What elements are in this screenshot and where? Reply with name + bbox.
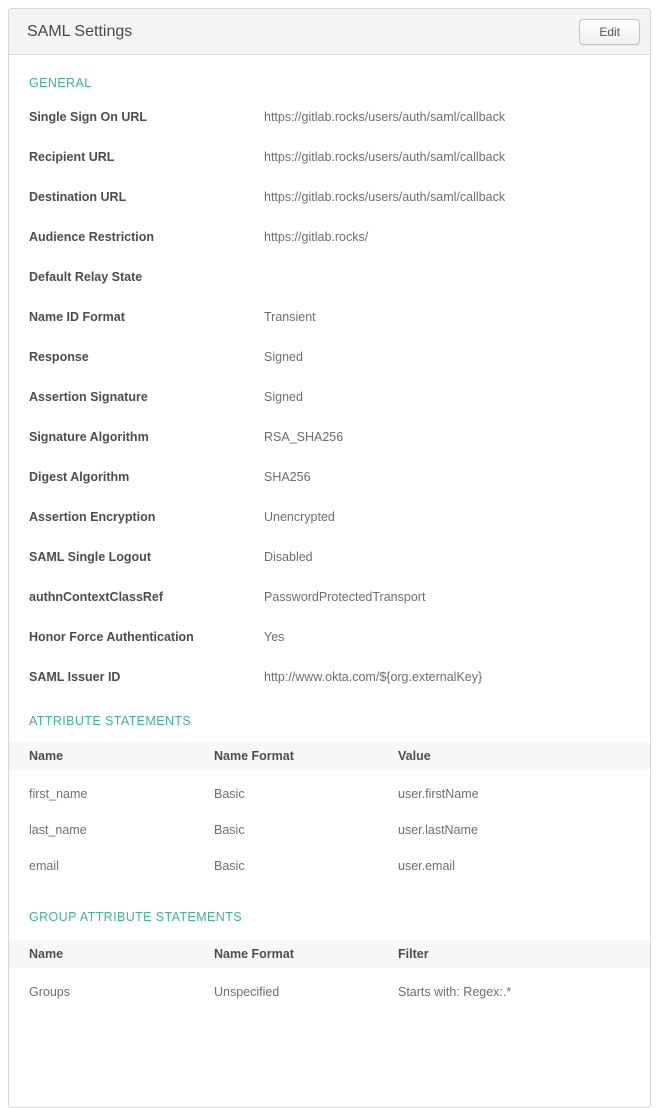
cell-name: email xyxy=(29,859,59,873)
cell-name-format: Basic xyxy=(214,823,245,837)
setting-value: https://gitlab.rocks/users/auth/saml/callback xyxy=(264,110,506,124)
setting-value: PasswordProtectedTransport xyxy=(264,590,426,604)
setting-value: SHA256 xyxy=(264,470,311,484)
setting-value: https://gitlab.rocks/ xyxy=(264,230,369,244)
setting-label: Digest Algorithm xyxy=(29,470,130,484)
column-header-name-format: Name Format xyxy=(214,947,294,961)
setting-label: Name ID Format xyxy=(29,310,125,324)
table-row-last-name xyxy=(29,806,630,842)
setting-label: SAML Issuer ID xyxy=(29,670,121,684)
setting-label: Response xyxy=(29,350,89,364)
settings-row-signature-algorithm xyxy=(29,430,630,470)
setting-label: Recipient URL xyxy=(29,150,115,164)
setting-value: Transient xyxy=(264,310,316,324)
settings-row-saml-issuer-id xyxy=(29,670,630,710)
settings-row-audience-restriction xyxy=(29,230,630,270)
setting-value: Disabled xyxy=(264,550,313,564)
setting-label: SAML Single Logout xyxy=(29,550,151,564)
table-row-first-name xyxy=(29,770,630,806)
column-header-filter: Filter xyxy=(398,947,429,961)
table-row-email xyxy=(29,842,630,878)
column-header-value: Value xyxy=(398,749,431,763)
setting-label: Default Relay State xyxy=(29,270,143,284)
cell-name: first_name xyxy=(29,787,88,801)
setting-value: Signed xyxy=(264,390,303,404)
cell-filter: Starts with: Regex:.* xyxy=(398,985,512,999)
card-header xyxy=(9,9,650,55)
setting-value: https://gitlab.rocks/users/auth/saml/callback xyxy=(264,190,506,204)
setting-label: Audience Restriction xyxy=(29,230,155,244)
setting-label: authnContextClassRef xyxy=(29,590,164,604)
settings-row-authncontextclassref xyxy=(29,590,630,630)
setting-value: Unencrypted xyxy=(264,510,335,524)
edit-button[interactable]: Edit xyxy=(579,19,640,45)
group-attribute-statements-table-header xyxy=(9,940,650,968)
setting-label: Signature Algorithm xyxy=(29,430,149,444)
setting-value: Signed xyxy=(264,350,303,364)
setting-value: http://www.okta.com/${org.externalKey} xyxy=(264,670,483,684)
setting-label: Assertion Encryption xyxy=(29,510,156,524)
settings-row-response xyxy=(29,350,630,390)
setting-label: Single Sign On URL xyxy=(29,110,148,124)
cell-name-format: Basic xyxy=(214,787,245,801)
settings-row-digest-algorithm xyxy=(29,470,630,510)
settings-row-destination-url xyxy=(29,190,630,230)
column-header-name: Name xyxy=(29,947,64,961)
settings-row-name-id-format xyxy=(29,310,630,350)
attribute-statements-table-header xyxy=(9,742,650,770)
card-body xyxy=(9,55,650,1014)
setting-value: https://gitlab.rocks/users/auth/saml/callback xyxy=(264,150,506,164)
saml-settings-card xyxy=(8,8,651,1108)
setting-label: Destination URL xyxy=(29,190,127,204)
setting-value: Yes xyxy=(264,630,285,644)
settings-row-recipient-url xyxy=(29,150,630,190)
cell-name-format: Basic xyxy=(214,859,245,873)
column-header-name: Name xyxy=(29,749,64,763)
cell-name-format: Unspecified xyxy=(214,985,280,999)
settings-row-saml-single-logout xyxy=(29,550,630,590)
cell-name: last_name xyxy=(29,823,87,837)
table-row-groups xyxy=(29,968,630,1004)
setting-value: RSA_SHA256 xyxy=(264,430,344,444)
setting-label: Assertion Signature xyxy=(29,390,148,404)
settings-row-default-relay-state xyxy=(29,270,630,310)
setting-label: Honor Force Authentication xyxy=(29,630,194,644)
settings-row-assertion-signature xyxy=(29,390,630,430)
cell-name: Groups xyxy=(29,985,70,999)
cell-value: user.firstName xyxy=(398,787,479,801)
settings-row-assertion-encryption xyxy=(29,510,630,550)
page-title: SAML Settings xyxy=(27,22,133,40)
cell-value: user.email xyxy=(398,859,455,873)
section-title-general: GENERAL xyxy=(29,76,92,90)
settings-row-honor-force-authentication xyxy=(29,630,630,670)
cell-value: user.lastName xyxy=(398,823,478,837)
column-header-name-format: Name Format xyxy=(214,749,294,763)
settings-row-single-sign-on-url xyxy=(29,110,630,150)
section-title-attribute-statements: ATTRIBUTE STATEMENTS xyxy=(29,714,192,728)
section-title-group-attribute-statements: GROUP ATTRIBUTE STATEMENTS xyxy=(29,910,242,924)
